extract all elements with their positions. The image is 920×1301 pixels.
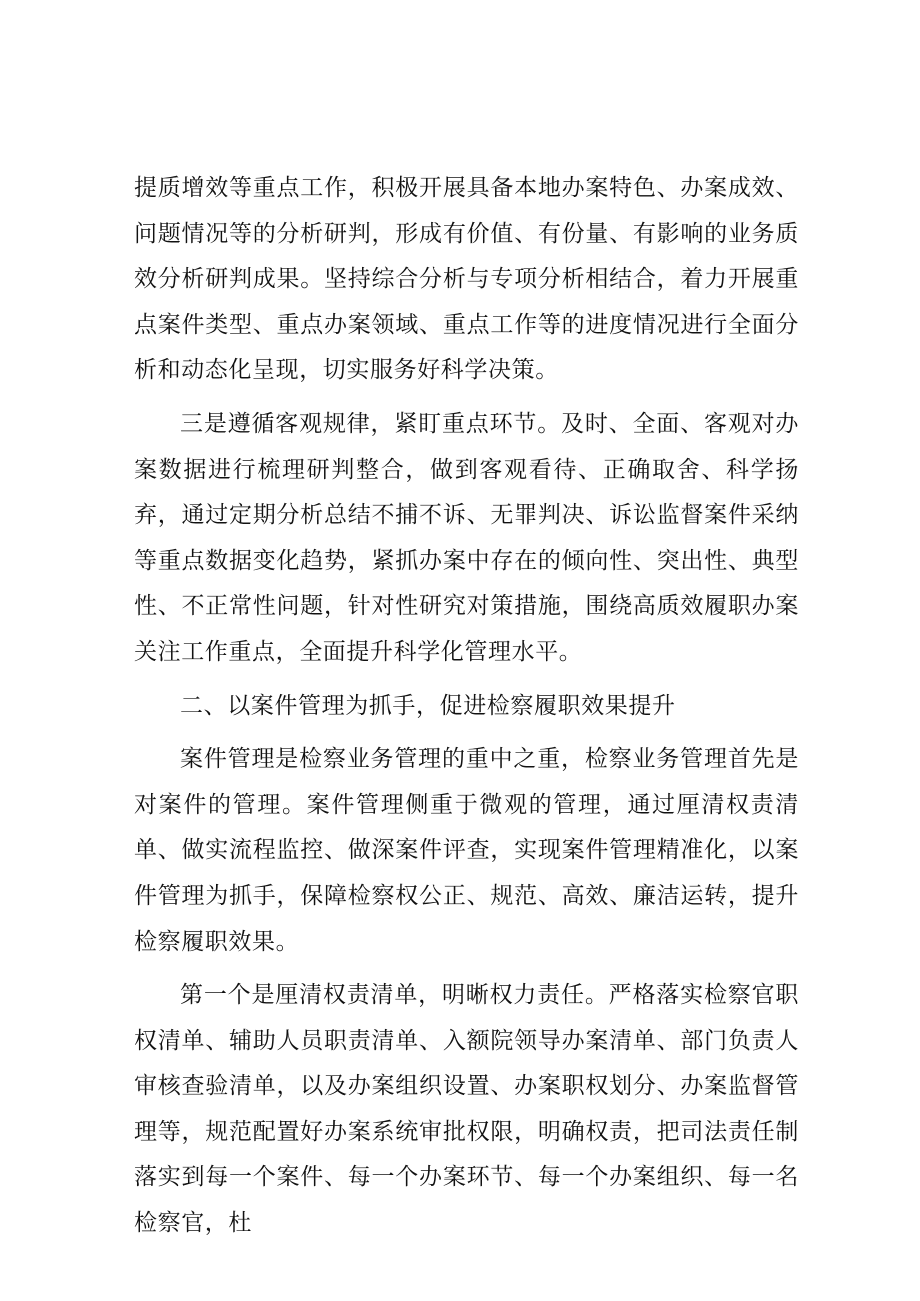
section-heading: 二、以案件管理为抓手，促进检察履职效果提升 bbox=[180, 692, 676, 719]
document-body bbox=[134, 166, 799, 1247]
paragraph-continuation: 提质增效等重点工作，积极开展具备本地办案特色、办案成效、问题情况等的分析研判，形成有价值、有份量、有影响的业务质效分析研判成果。坚持综合分析与专项分析相结合，着力开展重点案件类型、重点办案领域、重点工作等的进度情况进行全面分析和动态化呈现，切实服务好科学决策。 bbox=[134, 175, 799, 384]
paragraph-objective-rules: 三是遵循客观规律，紧盯重点环节。及时、全面、客观对办案数据进行梳理研判整合，做到客观看待、正确取舍、科学扬弃，通过定期分析总结不捕不诉、无罪判决、诉讼监督案件采纳等重点数据变化趋势，紧抓办案中存在的倾向性、突出性、典型性、不正常性问题，针对性研究对策措施，围绕高质效履职办案关注工作重点，全面提升科学化管理水平。 bbox=[134, 410, 799, 665]
paragraph-responsibility-list: 第一个是厘清权责清单，明晰权力责任。严格落实检察官职权清单、辅助人员职责清单、入额院领导办案清单、部门负责人审核查验清单，以及办案组织设置、办案职权划分、办案监督管理等，规范配置好办案系统审批权限，明确权责，把司法责任制落实到每一个案件、每一个办案环节、每一个办案组织、每一名检察官，杜 bbox=[134, 982, 799, 1237]
paragraph-case-management: 案件管理是检察业务管理的重中之重，检察业务管理首先是对案件的管理。案件管理侧重于微观的管理，通过厘清权责清单、做实流程监控、做深案件评查，实现案件管理精准化，以案件管理为抓手，保障检察权公正、规范、高效、廉洁运转，提升检察履职效果。 bbox=[134, 746, 799, 955]
